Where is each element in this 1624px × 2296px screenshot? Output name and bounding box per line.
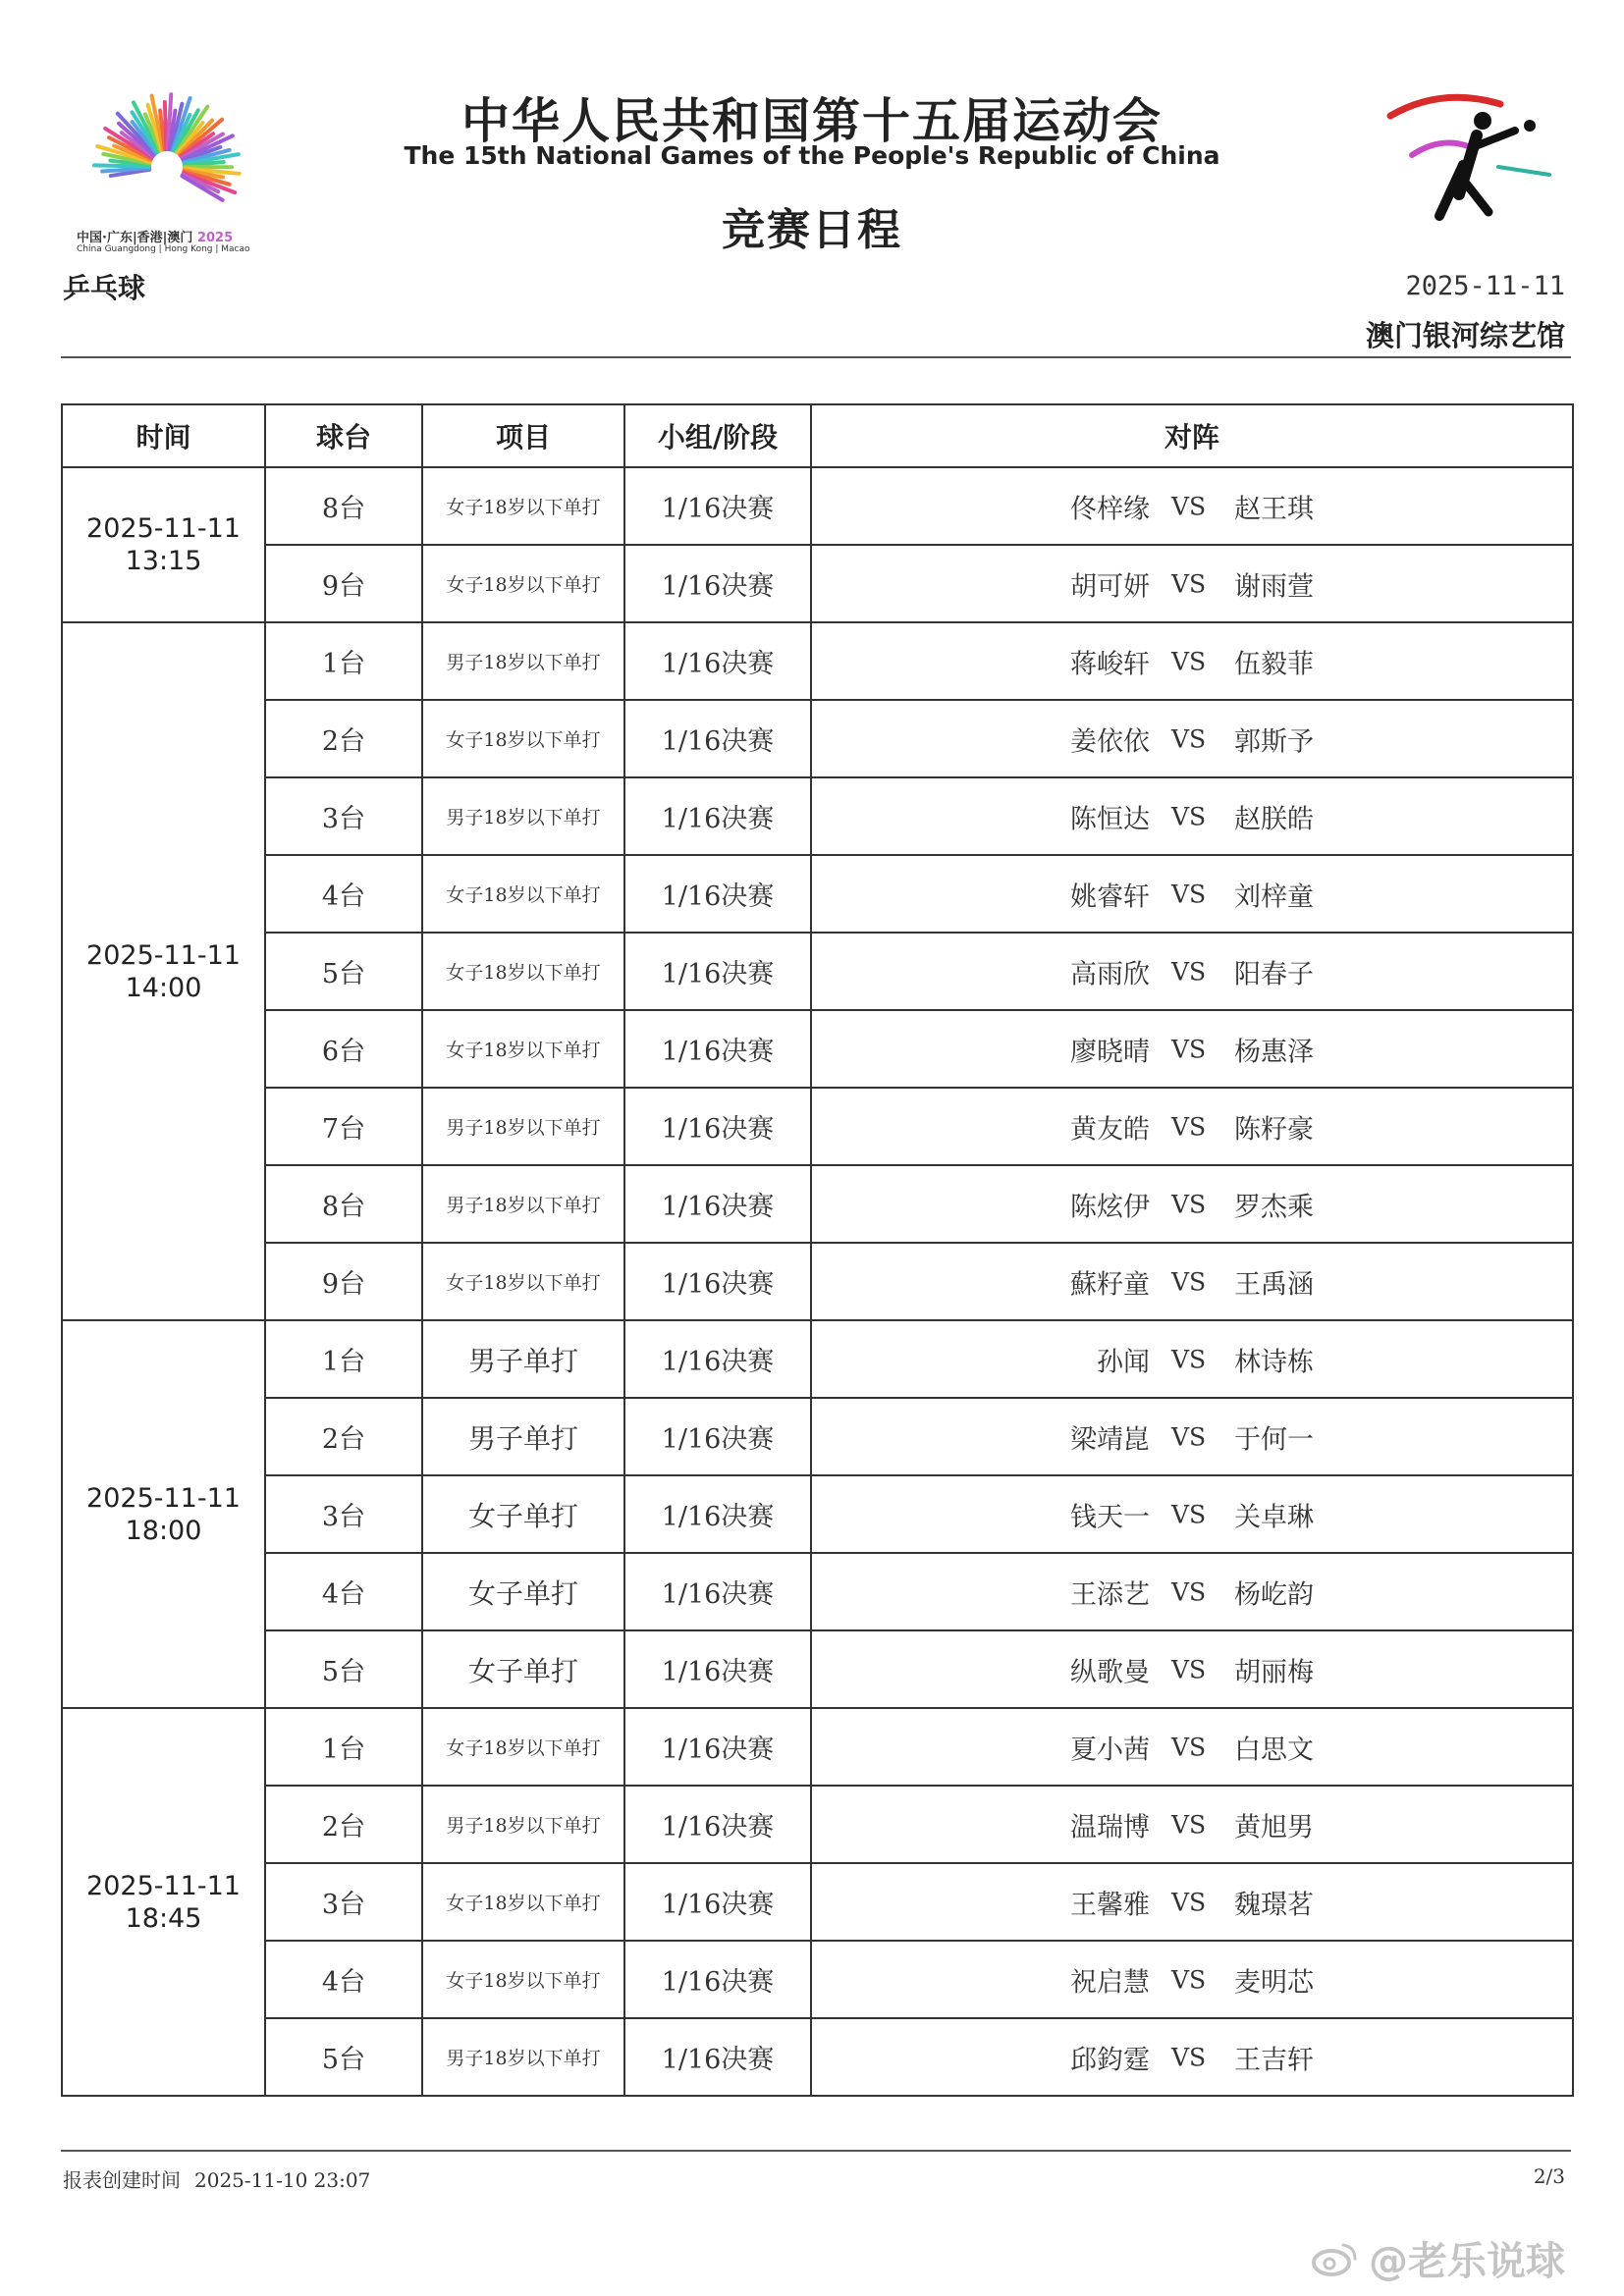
time-clock: 13:15 (125, 546, 202, 576)
matchup-cell (811, 855, 1573, 933)
stage-cell: 1/16决赛 (624, 777, 811, 855)
table-row (62, 855, 1573, 933)
player-one: 黄友皓 (1070, 1114, 1150, 1145)
vs-label: VS (1171, 1500, 1207, 1528)
table-row (62, 1320, 1573, 1398)
matchup (812, 1166, 1572, 1242)
matchup-cell (811, 1708, 1573, 1786)
player-one: 佟梓缘 (1070, 494, 1150, 524)
time-clock: 18:00 (125, 1515, 202, 1546)
vs-label: VS (1171, 1267, 1207, 1296)
matchup-cell (811, 1398, 1573, 1475)
player-two: 郭斯予 (1234, 726, 1314, 757)
stage-cell: 1/16决赛 (624, 2018, 811, 2096)
stage-cell: 1/16决赛 (624, 622, 811, 700)
vs-label: VS (1171, 1035, 1207, 1063)
matchup-cell (811, 1863, 1573, 1941)
stage-cell: 1/16决赛 (624, 1398, 811, 1475)
matchup (812, 1321, 1572, 1397)
player-one: 孙闻 (1097, 1347, 1150, 1377)
vs-label: VS (1171, 1810, 1207, 1839)
vs-label: VS (1171, 1345, 1207, 1373)
sport-name: 乒乓球 (63, 272, 146, 304)
table-number-cell: 5台 (265, 2018, 422, 2096)
vs-label: VS (1171, 492, 1207, 520)
table-row (62, 1553, 1573, 1630)
event-cell: 男子单打 (422, 1398, 624, 1475)
matchup-cell (811, 1165, 1573, 1243)
matchup (812, 1011, 1572, 1087)
table-number-cell: 9台 (265, 545, 422, 622)
player-one: 王添艺 (1070, 1579, 1150, 1610)
time-clock: 14:00 (125, 972, 202, 1003)
table-number-cell: 2台 (265, 700, 422, 777)
table-row (62, 1088, 1573, 1165)
weibo-icon (1312, 2239, 1359, 2278)
player-two: 杨惠泽 (1234, 1037, 1314, 1067)
table-row (62, 1010, 1573, 1088)
matchup-cell (811, 622, 1573, 700)
table-row (62, 1243, 1573, 1320)
stage-cell: 1/16决赛 (624, 1630, 811, 1708)
event-cell: 女子18岁以下单打 (422, 1708, 624, 1786)
report-created-time: 2025-11-10 23:07 (194, 2168, 371, 2192)
matchup-cell (811, 1010, 1573, 1088)
page-number: 2/3 (1533, 2164, 1565, 2188)
matchup (812, 1476, 1572, 1552)
event-cell: 女子18岁以下单打 (422, 1863, 624, 1941)
vs-label: VS (1171, 1422, 1207, 1451)
table-number-cell: 8台 (265, 467, 422, 545)
player-two: 胡丽梅 (1234, 1657, 1314, 1687)
time-date: 2025-11-11 (86, 1482, 241, 1514)
stage-cell: 1/16决赛 (624, 1786, 811, 1863)
table-number-cell: 3台 (265, 777, 422, 855)
schedule-table (61, 403, 1574, 2097)
column-header-time: 时间 (62, 404, 265, 467)
table-row (62, 467, 1573, 545)
matchup (812, 934, 1572, 1009)
player-two: 谢雨萱 (1234, 571, 1314, 602)
watermark-text: @老乐说球 (1369, 2239, 1565, 2284)
table-number-cell: 3台 (265, 1475, 422, 1553)
player-one: 王馨雅 (1070, 1890, 1150, 1920)
logo-caption: 中国·广东|香港|澳门 2025 (77, 231, 234, 245)
stage-cell: 1/16决赛 (624, 700, 811, 777)
player-two: 王禹涵 (1234, 1269, 1314, 1300)
event-cell: 男子18岁以下单打 (422, 777, 624, 855)
header-divider (61, 356, 1571, 358)
venue-name: 澳门银河综艺馆 (1365, 319, 1565, 352)
vs-label: VS (1171, 569, 1207, 598)
player-two: 林诗栋 (1234, 1347, 1314, 1377)
event-cell: 女子18岁以下单打 (422, 545, 624, 622)
player-one: 纵歌曼 (1070, 1657, 1150, 1687)
table-number-cell: 5台 (265, 933, 422, 1010)
event-cell: 女子18岁以下单打 (422, 1243, 624, 1320)
stage-cell: 1/16决赛 (624, 1708, 811, 1786)
player-one: 钱天一 (1070, 1502, 1150, 1532)
time-cell (62, 622, 265, 1320)
player-two: 阳春子 (1234, 959, 1314, 989)
matchup-cell (811, 1630, 1573, 1708)
vs-label: VS (1171, 1888, 1207, 1916)
player-one: 祝启慧 (1070, 1967, 1150, 1998)
table-row (62, 1165, 1573, 1243)
event-cell: 女子18岁以下单打 (422, 1010, 624, 1088)
table-row (62, 1630, 1573, 1708)
table-row (62, 2018, 1573, 2096)
matchup-cell (811, 545, 1573, 622)
matchup (812, 546, 1572, 621)
player-two: 赵朕皓 (1234, 804, 1314, 834)
matchup-cell (811, 933, 1573, 1010)
table-number-cell: 6台 (265, 1010, 422, 1088)
matchup (812, 468, 1572, 544)
column-header-matchup: 对阵 (811, 404, 1573, 467)
stage-cell: 1/16决赛 (624, 1475, 811, 1553)
matchup (812, 1554, 1572, 1629)
matchup-cell (811, 467, 1573, 545)
matchup (812, 1089, 1572, 1164)
table-number-cell: 4台 (265, 1941, 422, 2018)
table-number-cell: 2台 (265, 1398, 422, 1475)
vs-label: VS (1171, 1577, 1207, 1606)
player-two: 于何一 (1234, 1424, 1314, 1455)
matchup (812, 2019, 1572, 2095)
player-one: 梁靖崑 (1070, 1424, 1150, 1455)
table-number-cell: 7台 (265, 1088, 422, 1165)
stage-cell: 1/16决赛 (624, 1941, 811, 2018)
matchup-cell (811, 700, 1573, 777)
table-row (62, 1863, 1573, 1941)
player-two: 麦明芯 (1234, 1967, 1314, 1998)
matchup (812, 1244, 1572, 1319)
player-one: 邱鈞霆 (1070, 2045, 1150, 2075)
stage-cell: 1/16决赛 (624, 1553, 811, 1630)
matchup-cell (811, 777, 1573, 855)
event-cell: 女子单打 (422, 1475, 624, 1553)
player-one: 夏小茜 (1070, 1735, 1150, 1765)
table-row (62, 1398, 1573, 1475)
report-created-label: 报表创建时间 (63, 2168, 181, 2192)
matchup (812, 778, 1572, 854)
event-cell: 女子18岁以下单打 (422, 467, 624, 545)
player-one: 蒋峻轩 (1070, 649, 1150, 679)
matchup (812, 1942, 1572, 2017)
event-cell: 男子单打 (422, 1320, 624, 1398)
stage-cell: 1/16决赛 (624, 1088, 811, 1165)
table-row (62, 933, 1573, 1010)
table-number-cell: 9台 (265, 1243, 422, 1320)
player-two: 关卓琳 (1234, 1502, 1314, 1532)
table-number-cell: 2台 (265, 1786, 422, 1863)
event-cell: 女子18岁以下单打 (422, 1941, 624, 2018)
player-one: 姜依依 (1070, 726, 1150, 757)
page-subtitle: 竞赛日程 (722, 205, 902, 255)
matchup-cell (811, 1553, 1573, 1630)
player-two: 赵王琪 (1234, 494, 1314, 524)
column-header-event: 项目 (422, 404, 624, 467)
player-two: 王吉轩 (1234, 2045, 1314, 2075)
player-one: 陈恒达 (1070, 804, 1150, 834)
matchup (812, 1709, 1572, 1785)
table-row (62, 1475, 1573, 1553)
stage-cell: 1/16决赛 (624, 1243, 811, 1320)
matchup (812, 1399, 1572, 1474)
matchup (812, 856, 1572, 932)
time-cell (62, 1708, 265, 2096)
column-header-stage: 小组/阶段 (624, 404, 811, 467)
time-cell (62, 1320, 265, 1708)
matchup (812, 1631, 1572, 1707)
table-row (62, 1708, 1573, 1786)
watermark (1312, 2230, 1565, 2286)
event-cell: 男子18岁以下单打 (422, 2018, 624, 2096)
logo-caption-en: China Guangdong | Hong Kong | Macao (77, 244, 250, 254)
table-number-cell: 1台 (265, 1708, 422, 1786)
schedule-date: 2025-11-11 (1405, 271, 1565, 301)
matchup-cell (811, 1320, 1573, 1398)
matchup-cell (811, 1243, 1573, 1320)
player-two: 白思文 (1234, 1735, 1314, 1765)
matchup-cell (811, 1941, 1573, 2018)
matchup-cell (811, 1088, 1573, 1165)
event-cell: 女子18岁以下单打 (422, 933, 624, 1010)
table-row (62, 777, 1573, 855)
vs-label: VS (1171, 1965, 1207, 1994)
stage-cell: 1/16决赛 (624, 933, 811, 1010)
page-title-english: The 15th National Games of the People's Republic of China (404, 141, 1220, 170)
event-cell: 女子18岁以下单打 (422, 855, 624, 933)
player-two: 魏璟茗 (1234, 1890, 1314, 1920)
table-number-cell: 8台 (265, 1165, 422, 1243)
table-number-cell: 5台 (265, 1630, 422, 1708)
stage-cell: 1/16决赛 (624, 1863, 811, 1941)
player-one: 高雨欣 (1070, 959, 1150, 989)
stage-cell: 1/16决赛 (624, 1165, 811, 1243)
stage-cell: 1/16决赛 (624, 545, 811, 622)
table-row (62, 700, 1573, 777)
matchup (812, 701, 1572, 776)
player-one: 蘇籽童 (1070, 1269, 1150, 1300)
time-cell (62, 467, 265, 622)
vs-label: VS (1171, 1655, 1207, 1683)
event-cell: 女子18岁以下单打 (422, 700, 624, 777)
stage-cell: 1/16决赛 (624, 1320, 811, 1398)
matchup (812, 623, 1572, 699)
table-number-cell: 1台 (265, 1320, 422, 1398)
player-one: 温瑞博 (1070, 1812, 1150, 1842)
time-date: 2025-11-11 (86, 1870, 241, 1901)
footer-divider (61, 2150, 1571, 2152)
table-number-cell: 3台 (265, 1863, 422, 1941)
report-created (63, 2164, 370, 2193)
event-cell: 男子18岁以下单打 (422, 1786, 624, 1863)
player-two: 伍毅菲 (1234, 649, 1314, 679)
stage-cell: 1/16决赛 (624, 1010, 811, 1088)
player-one: 廖晓晴 (1070, 1037, 1150, 1067)
vs-label: VS (1171, 647, 1207, 675)
vs-label: VS (1171, 1112, 1207, 1141)
event-cell: 男子18岁以下单打 (422, 1088, 624, 1165)
event-cell: 女子单打 (422, 1630, 624, 1708)
table-number-cell: 1台 (265, 622, 422, 700)
table-header-row (62, 404, 1573, 467)
column-header-table: 球台 (265, 404, 422, 467)
matchup-cell (811, 1475, 1573, 1553)
event-cell: 女子单打 (422, 1553, 624, 1630)
player-two: 杨屹韵 (1234, 1579, 1314, 1610)
vs-label: VS (1171, 957, 1207, 986)
player-two: 陈籽豪 (1234, 1114, 1314, 1145)
table-row (62, 1941, 1573, 2018)
time-date: 2025-11-11 (86, 939, 241, 971)
table-row (62, 622, 1573, 700)
player-two: 黄旭男 (1234, 1812, 1314, 1842)
time-clock: 18:45 (125, 1902, 202, 1934)
time-date: 2025-11-11 (86, 513, 241, 544)
player-two: 罗杰乘 (1234, 1192, 1314, 1222)
matchup (812, 1787, 1572, 1862)
matchup-cell (811, 1786, 1573, 1863)
event-cell: 男子18岁以下单打 (422, 1165, 624, 1243)
table-number-cell: 4台 (265, 1553, 422, 1630)
matchup-cell (811, 2018, 1573, 2096)
vs-label: VS (1171, 724, 1207, 753)
event-cell: 男子18岁以下单打 (422, 622, 624, 700)
vs-label: VS (1171, 2043, 1207, 2071)
player-two: 刘梓童 (1234, 881, 1314, 912)
table-row (62, 1786, 1573, 1863)
table-number-cell: 4台 (265, 855, 422, 933)
player-one: 姚睿轩 (1070, 881, 1150, 912)
vs-label: VS (1171, 802, 1207, 830)
vs-label: VS (1171, 1733, 1207, 1761)
table-row (62, 545, 1573, 622)
matchup (812, 1864, 1572, 1940)
player-one: 胡可妍 (1070, 571, 1150, 602)
vs-label: VS (1171, 880, 1207, 908)
stage-cell: 1/16决赛 (624, 467, 811, 545)
vs-label: VS (1171, 1190, 1207, 1218)
page-title: 中华人民共和国第十五届运动会 (460, 93, 1163, 149)
stage-cell: 1/16决赛 (624, 855, 811, 933)
player-one: 陈炫伊 (1070, 1192, 1150, 1222)
